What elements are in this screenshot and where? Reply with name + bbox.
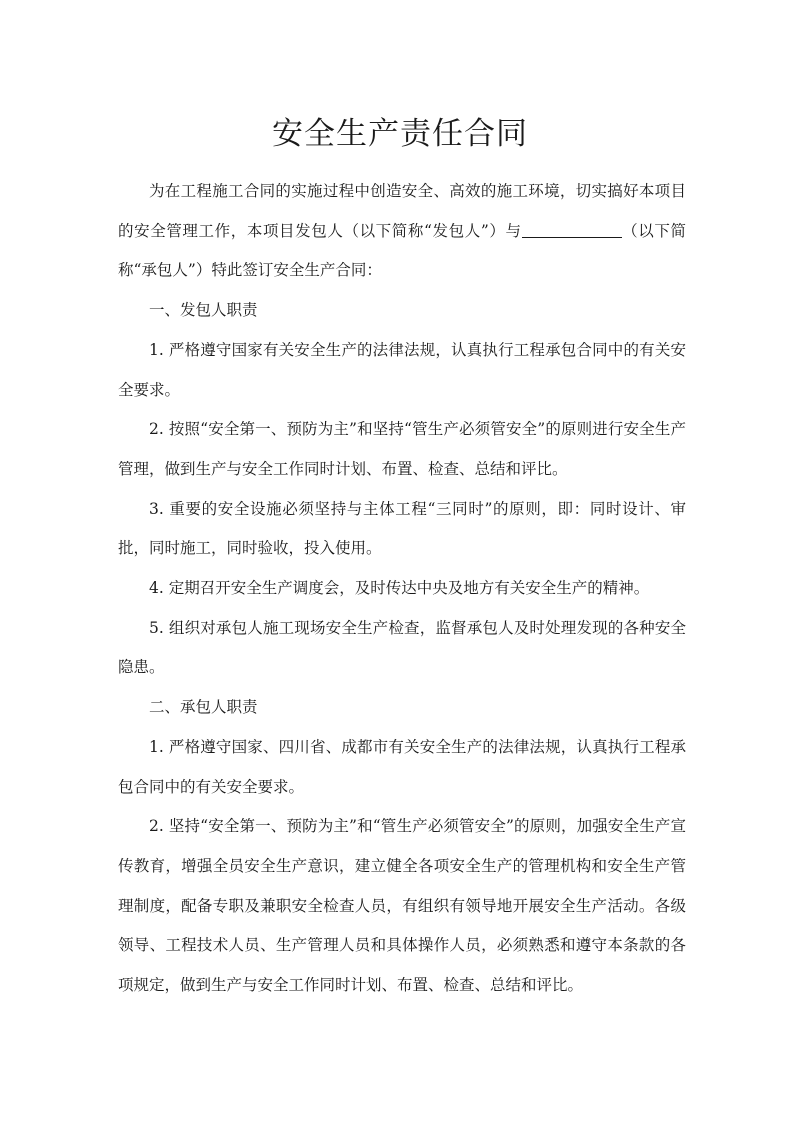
section1-item-2: 2. 按照“安全第一、预防为主”和坚持“管生产必须管安全”的原则进行安全生产管理，做到生产与安全工作同时计划、布置、检查、总结和评比。 — [118, 420, 686, 478]
section2-item-2: 2. 坚持“安全第一、预防为主”和“管生产必须管安全”的原则，加强安全生产宣传教育，增强全员安全生产意识，建立健全各项安全生产的管理机构和安全生产管理制度，配备专职及兼职安全检查人员，有组织有领导地开展安全生产活动。各级领导、工程技术人员、生产管理人员和具体操作人员，必须熟悉和遵守本条款的各项规定，做到生产与安全工作同时计划、布置、检查、总结和评比。 — [118, 817, 686, 995]
contractor-name-blank — [522, 220, 622, 238]
intro-text-part2: （以下简称“承包人”）特此签订安全生产合同： — [118, 221, 686, 280]
intro-paragraph — [118, 172, 686, 291]
section1-item-1: 1. 严格遵守国家有关安全生产的法律法规，认真执行工程承包合同中的有关安全要求。 — [118, 340, 686, 399]
section2-item-1: 1. 严格遵守国家、四川省、成都市有关安全生产的法律法规，认真执行工程承包合同中的有关安全要求。 — [118, 737, 686, 796]
document-title: 安全生产责任合同 — [272, 116, 528, 152]
section1-item-3: 3. 重要的安全设施必须坚持与主体工程“三同时”的原则，即：同时设计、审批，同时施工，同时验收，投入使用。 — [118, 499, 686, 558]
section1-item-4: 4. 定期召开安全生产调度会，及时传达中央及地方有关安全生产的精神。 — [149, 579, 650, 598]
intro-text-part1: 为在工程施工合同的实施过程中创造安全、高效的施工环境，切实搞好本项目的安全管理工作，本项目发包人（以下简称“发包人”）与 — [118, 182, 686, 240]
section2-heading: 二、承包人职责 — [149, 698, 258, 717]
document-body — [118, 172, 686, 1006]
section1-heading: 一、发包人职责 — [149, 301, 258, 320]
section1-item-5: 5. 组织对承包人施工现场安全生产检查，监督承包人及时处理发现的各种安全隐患。 — [118, 618, 686, 677]
